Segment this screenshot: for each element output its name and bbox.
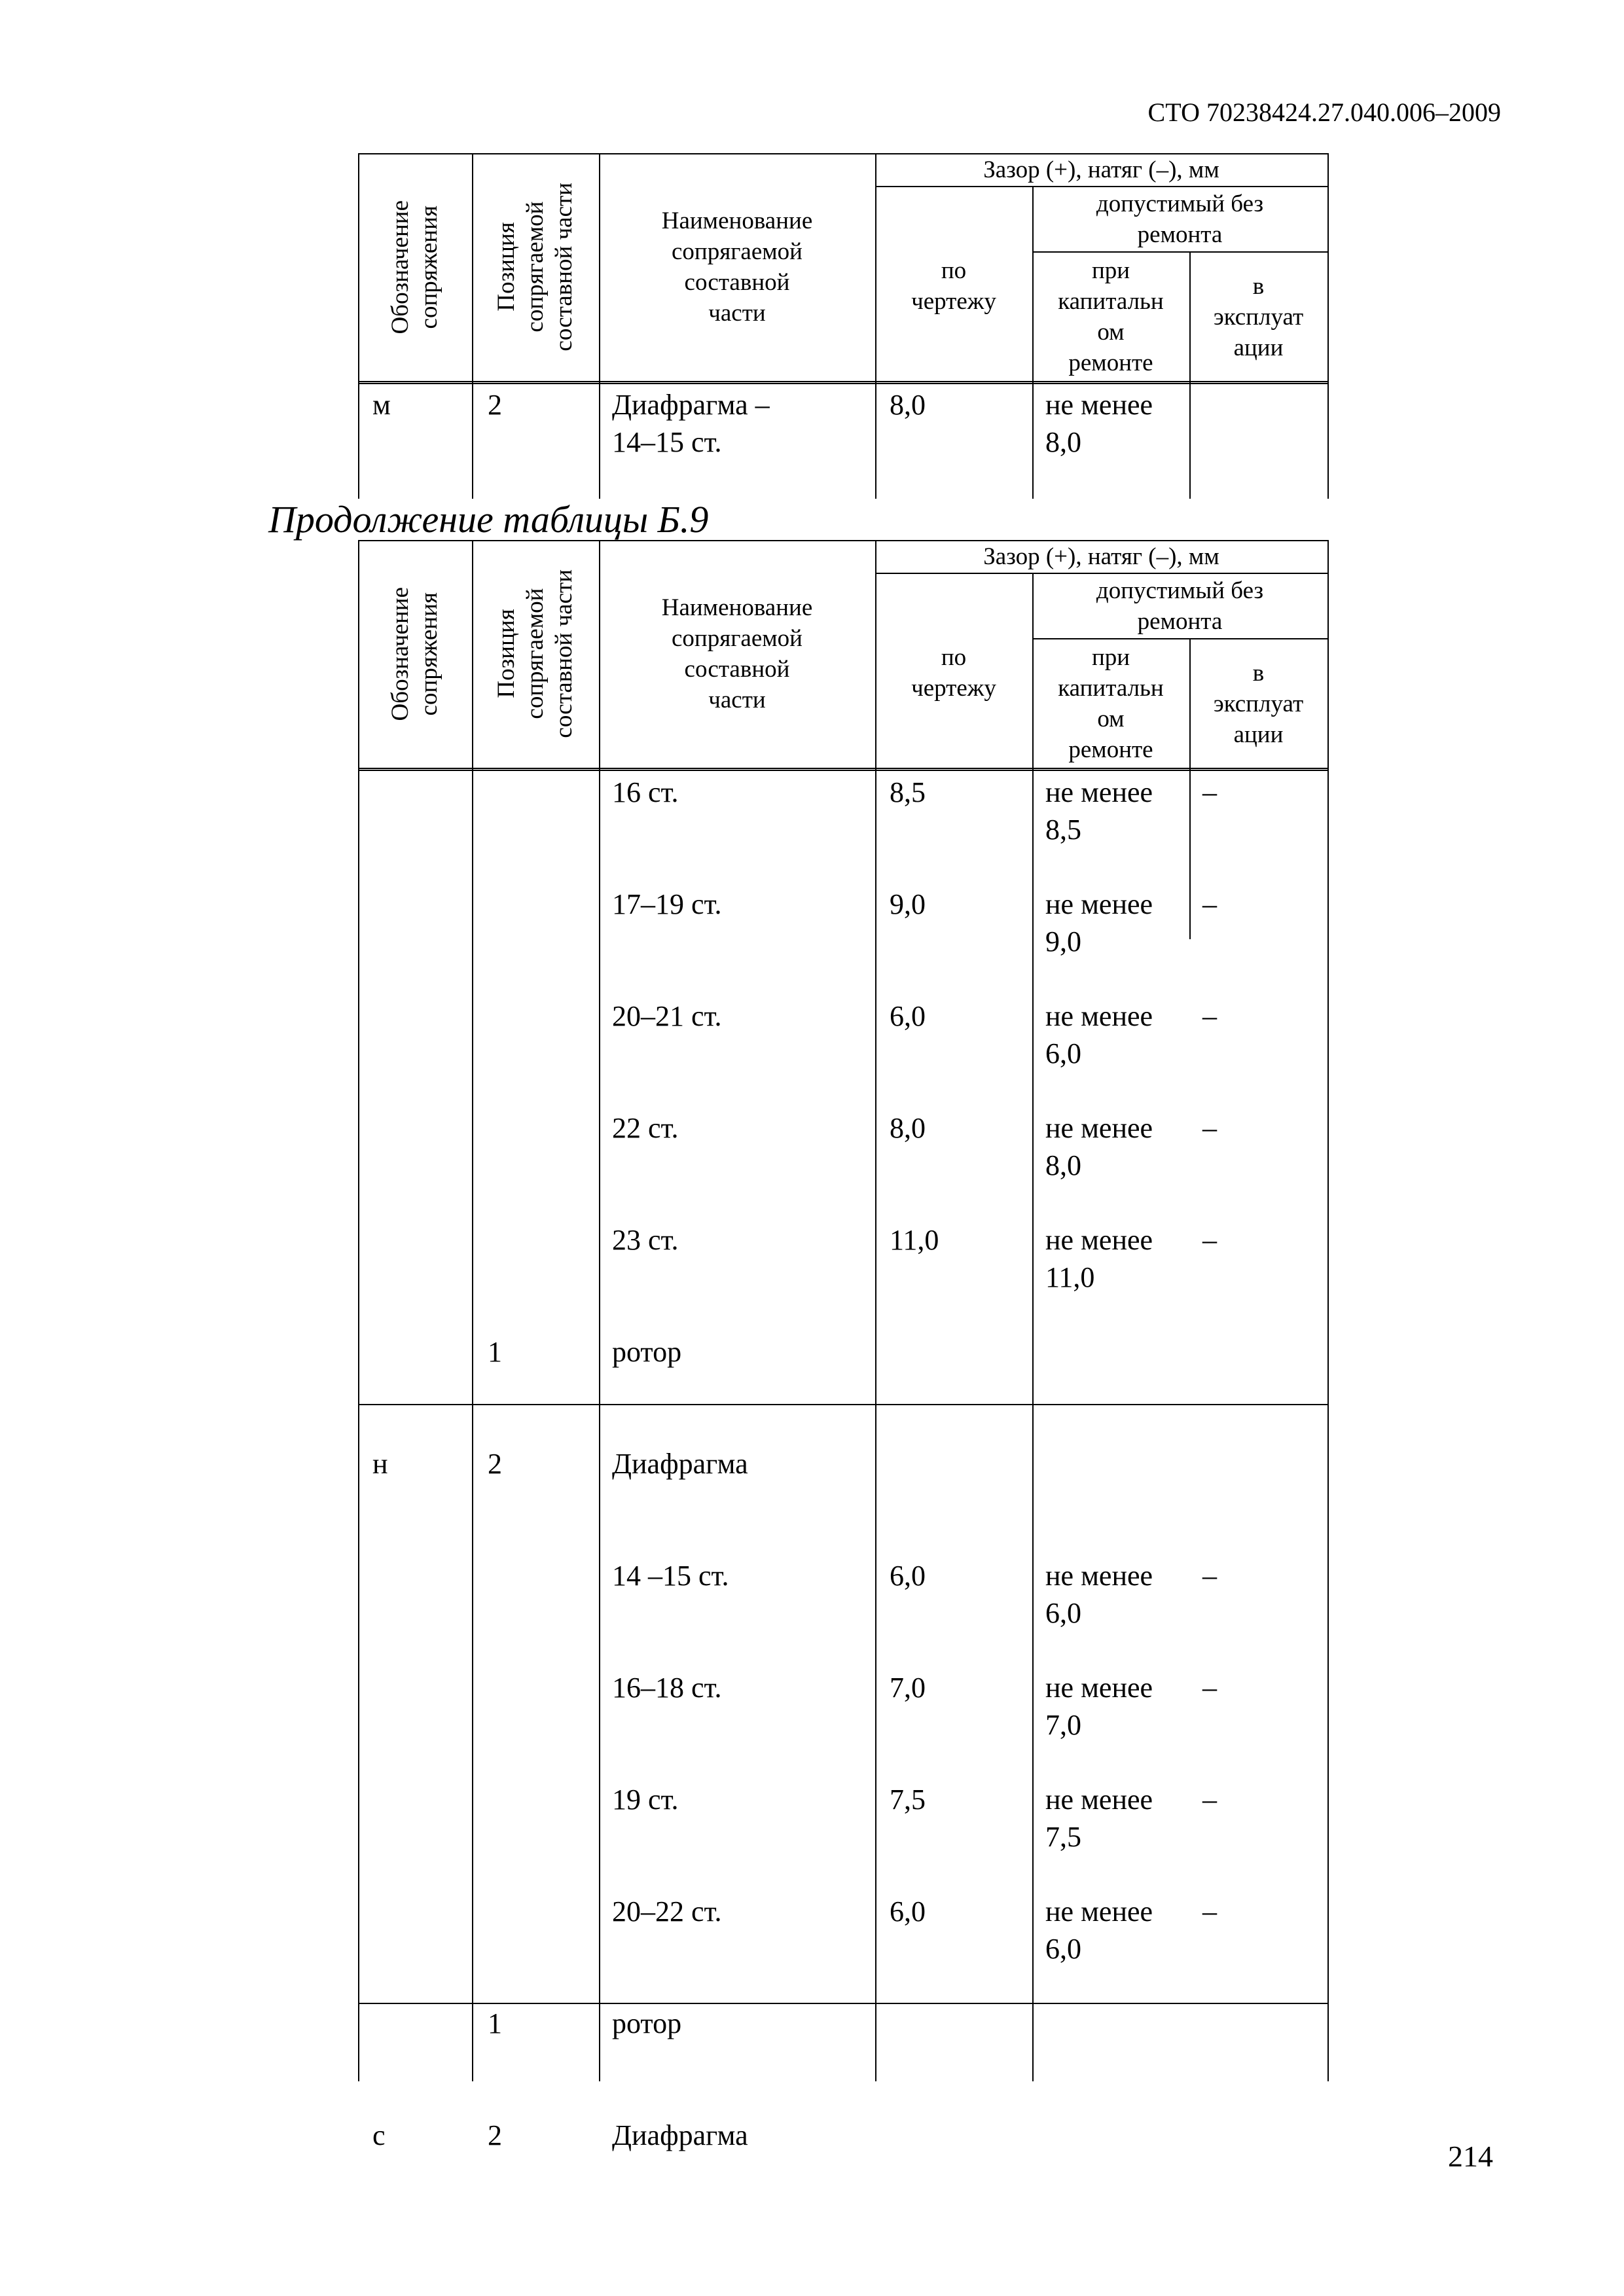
operation-gap-cell: – [1202,1784,1217,1816]
part-name-cell: ротор [612,2007,682,2039]
overhaul-gap-cell: не менее 7,0 [1045,1672,1153,1741]
drawing-gap-cell: 9,0 [890,888,926,920]
col-divider [358,540,359,2081]
row-divider [875,186,1329,187]
part-name-cell: 20–22 ст. [612,1895,722,1928]
header-position: Позиция сопрягаемой составной части [493,183,577,351]
overhaul-gap-cell: не менее 8,5 [1045,776,1153,846]
header-designation: Обозначение сопряжения [387,586,442,721]
overhaul-gap-cell: не менее 9,0 [1045,888,1153,958]
drawing-gap-cell: 8,5 [890,776,926,808]
header-overhaul: при капитальн ом ремонте [1058,644,1164,763]
header-bottom-rule [358,768,1329,771]
drawing-gap-cell: 7,5 [890,1784,926,1816]
header-overhaul: при капитальн ом ремонте [1058,257,1164,376]
part-name-cell: 17–19 ст. [612,888,722,920]
overhaul-gap-cell: не менее 8,0 [1045,1112,1153,1181]
position-cell: 1 [488,1336,502,1368]
operation-gap-cell: – [1202,1224,1217,1256]
header-drawing: по чертежу [911,257,996,315]
header-gap: Зазор (+), натяг (–), мм [983,156,1219,183]
operation-gap-cell: – [1202,1112,1217,1144]
position-cell: 2 [488,2119,502,2151]
drawing-gap-cell: 8,0 [890,389,926,421]
part-name-cell: 16–18 ст. [612,1672,722,1704]
col-divider [1032,573,1034,2081]
col-divider [875,153,876,499]
header-operation: в эксплуат ации [1213,660,1304,748]
row-divider [875,573,1329,574]
operation-gap-cell: – [1202,1000,1217,1032]
group-divider [358,2003,1329,2004]
part-name-cell: 23 ст. [612,1224,679,1256]
header-designation: Обозначение сопряжения [387,200,442,334]
overhaul-gap-cell: не менее 6,0 [1045,1895,1153,1965]
col-divider [1327,540,1329,2081]
drawing-gap-cell: 7,0 [890,1672,926,1704]
table-continuation [358,540,1329,2151]
part-name-cell: Диафрагма [612,2119,748,2151]
header-gap: Зазор (+), натяг (–), мм [983,543,1219,570]
part-name-cell: 14 –15 ст. [612,1560,729,1592]
part-name-cell: 16 ст. [612,776,679,808]
operation-gap-cell: – [1202,1895,1217,1928]
overhaul-gap-cell: не менее 6,0 [1045,1000,1153,1069]
drawing-gap-cell: 6,0 [890,1000,926,1032]
part-name-cell: Диафрагма – 14–15 ст. [612,389,770,458]
part-name-cell: 19 ст. [612,1784,679,1816]
col-divider [1327,153,1329,499]
drawing-gap-cell: 6,0 [890,1895,926,1928]
header-position: Позиция сопрягаемой составной части [493,569,577,738]
position-cell: 2 [488,1448,502,1480]
col-divider [599,540,600,2081]
header-bottom-rule [358,381,1329,384]
designation-cell: н [372,1448,388,1480]
col-divider [472,540,473,2081]
header-allowed: допустимый без ремонта [1096,190,1264,248]
header-allowed: допустимый без ремонта [1096,577,1264,635]
part-name-cell: Диафрагма [612,1448,748,1480]
position-cell: 2 [488,389,502,421]
overhaul-gap-cell: не менее 7,5 [1045,1784,1153,1853]
col-divider [875,540,876,2081]
table-caption: Продолжение таблицы Б.9 [268,498,709,541]
operation-gap-cell: – [1202,1560,1217,1592]
operation-gap-cell: – [1202,776,1217,808]
row-divider [1032,638,1329,639]
overhaul-gap-cell: не менее 8,0 [1045,389,1153,458]
header-drawing: по чертежу [911,644,996,702]
part-name-cell: 22 ст. [612,1112,679,1144]
table-top [358,153,1329,499]
page-number: 214 [1448,2140,1493,2173]
drawing-gap-cell: 6,0 [890,1560,926,1592]
part-name-cell: 20–21 ст. [612,1000,722,1032]
operation-gap-cell: – [1202,1672,1217,1704]
header-operation: в эксплуат ации [1213,273,1304,361]
designation-cell: м [372,389,391,421]
part-name-cell: ротор [612,1336,682,1368]
operation-gap-cell: – [1202,888,1217,920]
document-code: СТО 70238424.27.040.006–2009 [1147,98,1501,127]
overhaul-gap-cell: не менее 6,0 [1045,1560,1153,1629]
group-divider [358,1404,1329,1405]
row-divider [1032,251,1329,253]
drawing-gap-cell: 8,0 [890,1112,926,1144]
header-name: Наименование сопрягаемой составной части [661,594,813,713]
position-cell: 1 [488,2007,502,2039]
overhaul-gap-cell: не менее 11,0 [1045,1224,1153,1293]
header-name: Наименование сопрягаемой составной части [661,207,813,327]
drawing-gap-cell: 11,0 [890,1224,939,1256]
designation-cell: с [372,2119,386,2151]
